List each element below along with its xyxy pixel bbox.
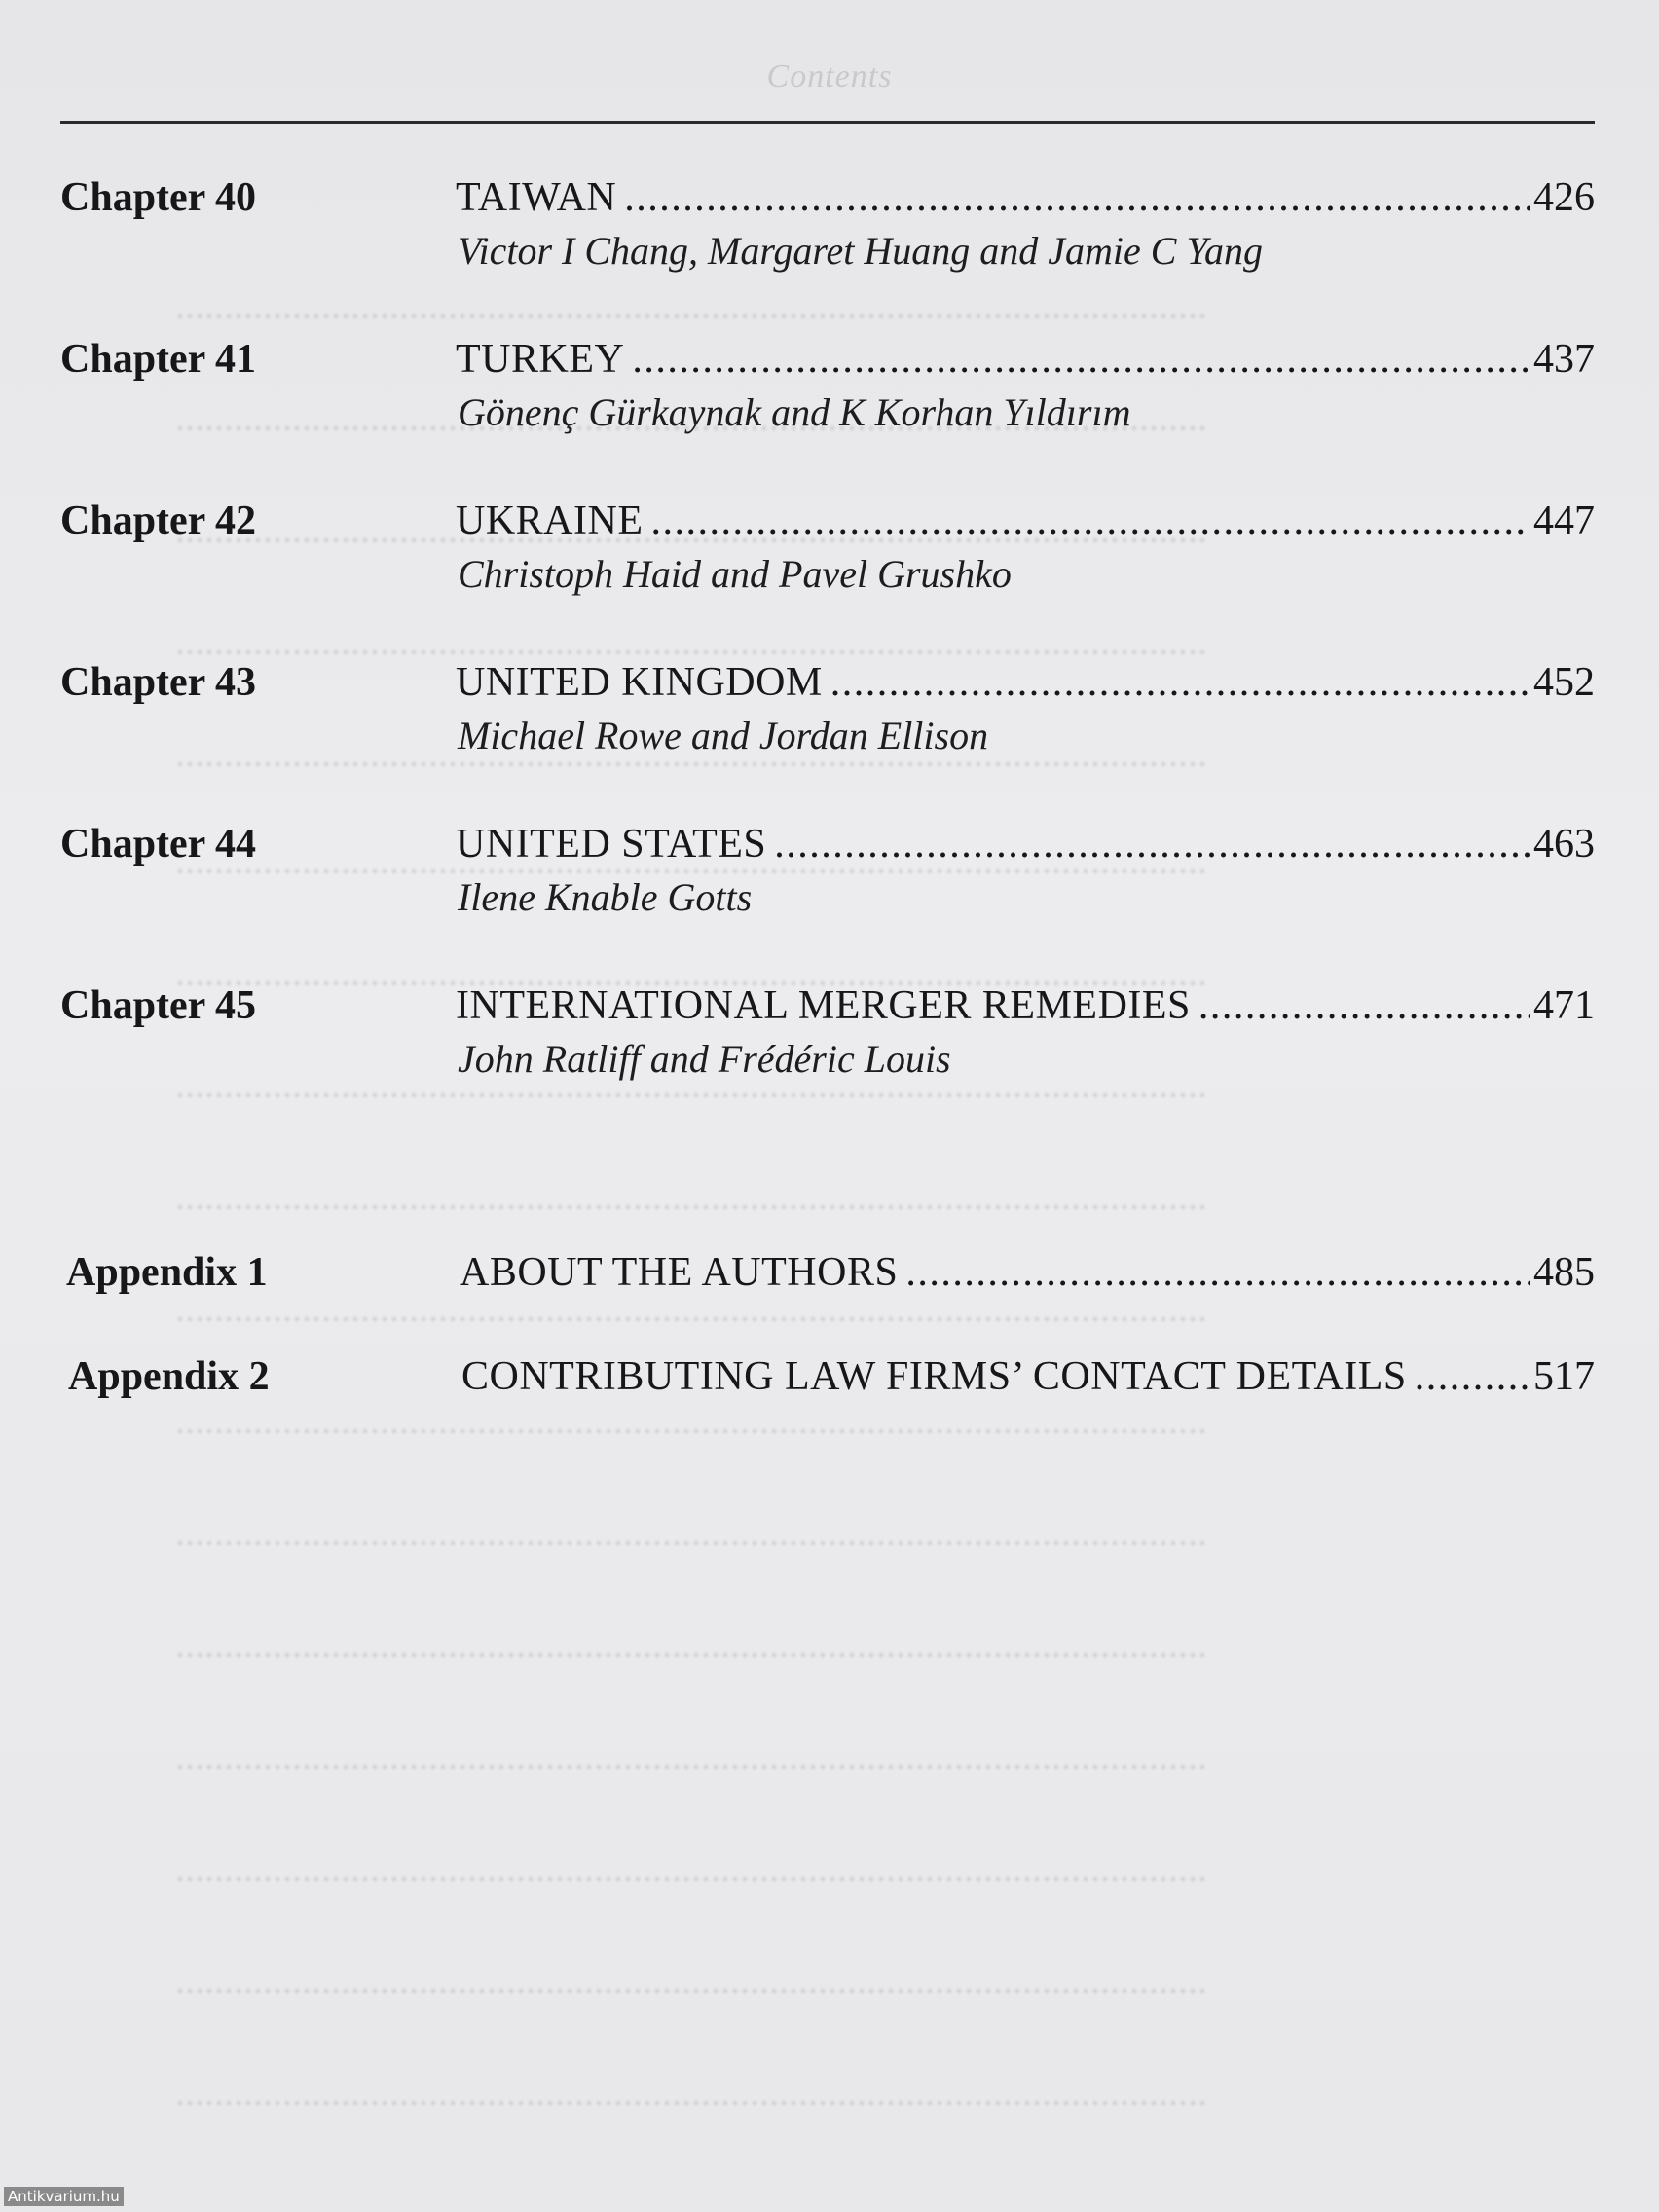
chapter-label: Chapter 42 <box>60 498 257 543</box>
chapter-authors: John Ratliff and Frédéric Louis <box>458 1037 951 1081</box>
page-number: 463 <box>1533 822 1595 866</box>
header-rule <box>60 121 1595 124</box>
chapter-label: Chapter 40 <box>60 175 257 220</box>
page-number: 447 <box>1533 498 1595 543</box>
chapter-label: Chapter 45 <box>60 983 257 1028</box>
chapter-authors: Ilene Knable Gotts <box>458 875 753 919</box>
dot-leader <box>1415 1352 1530 1401</box>
chapter-label: Chapter 41 <box>60 337 257 382</box>
appendix-label: Appendix 2 <box>68 1354 270 1399</box>
dot-leader <box>624 173 1530 222</box>
dot-leader <box>774 820 1530 868</box>
toc-entry[interactable] <box>60 335 1595 452</box>
appendix-label: Appendix 1 <box>66 1250 268 1295</box>
chapter-title: TAIWAN <box>456 175 617 220</box>
toc-entry[interactable] <box>60 981 1595 1098</box>
chapter-title: UKRAINE <box>456 498 644 543</box>
chapter-title: TURKEY <box>456 337 625 382</box>
chapter-label: Chapter 44 <box>60 822 257 866</box>
appendix-title: ABOUT THE AUTHORS <box>460 1250 899 1295</box>
toc-title-line <box>460 1248 1595 1297</box>
appendix-title: CONTRIBUTING LAW FIRMS’ CONTACT DETAILS <box>461 1354 1407 1399</box>
toc-title-line <box>456 658 1595 707</box>
toc-entry[interactable] <box>60 1248 1595 1307</box>
running-head: Contents <box>766 58 893 94</box>
dot-leader <box>650 497 1530 545</box>
chapter-title: UNITED KINGDOM <box>456 660 823 705</box>
watermark: Antikvarium.hu <box>4 2187 124 2206</box>
chapter-authors: Christoph Haid and Pavel Grushko <box>458 552 1012 596</box>
page-number: 485 <box>1533 1250 1595 1295</box>
toc-title-line <box>461 1352 1595 1401</box>
chapter-authors: Michael Rowe and Jordan Ellison <box>458 714 989 757</box>
page-number: 426 <box>1533 175 1595 220</box>
toc-entry[interactable] <box>60 658 1595 775</box>
page-number: 437 <box>1533 337 1595 382</box>
dot-leader <box>905 1248 1530 1297</box>
chapter-authors: Victor I Chang, Margaret Huang and Jamie C Yang <box>458 229 1264 273</box>
dot-leader <box>632 335 1530 384</box>
toc-title-line <box>456 497 1595 545</box>
dot-leader <box>1198 981 1530 1030</box>
chapter-label: Chapter 43 <box>60 660 257 705</box>
toc-title-line <box>456 981 1595 1030</box>
chapter-title: INTERNATIONAL MERGER REMEDIES <box>456 983 1191 1028</box>
toc-entry[interactable] <box>60 173 1595 290</box>
dot-leader <box>830 658 1530 707</box>
chapter-authors: Gönenç Gürkaynak and K Korhan Yıldırım <box>458 390 1131 434</box>
page-number: 471 <box>1533 983 1595 1028</box>
page-number: 517 <box>1533 1354 1595 1399</box>
toc-title-line <box>456 820 1595 868</box>
toc-entry[interactable] <box>60 1352 1595 1411</box>
toc-title-line <box>456 335 1595 384</box>
chapter-title: UNITED STATES <box>456 822 767 866</box>
toc-entry[interactable] <box>60 497 1595 613</box>
toc-entry[interactable] <box>60 820 1595 937</box>
page-number: 452 <box>1533 660 1595 705</box>
toc-title-line <box>456 173 1595 222</box>
